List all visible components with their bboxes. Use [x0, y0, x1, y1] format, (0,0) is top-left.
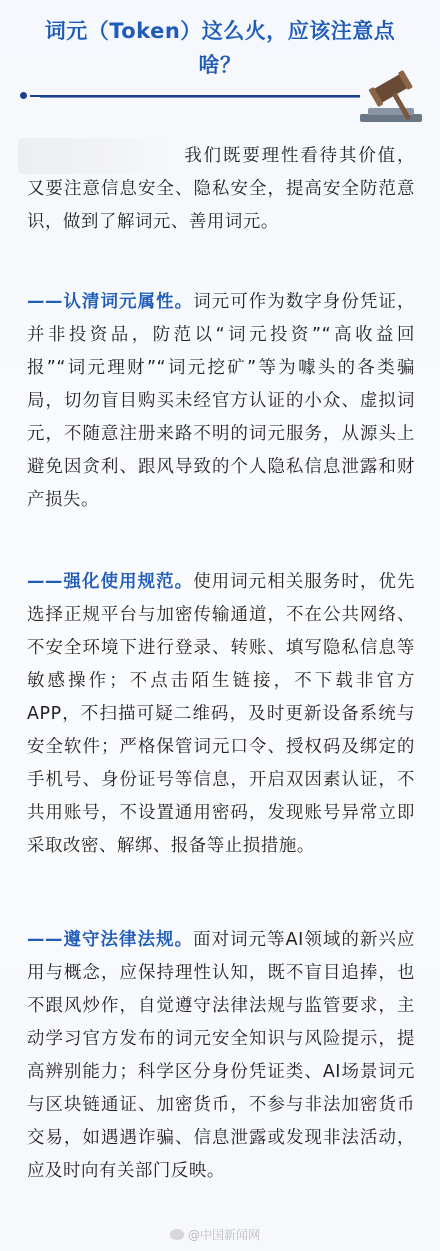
section-3-body: 面对词元等AI领域的新兴应用与概念，应保持理性认知，既不盲目追捧，也不跟风炒作，自觉遵守法律法规与监管要求，主动学习官方发布的词元安全知识与风险提示，提高辨别能力；科学区分身份凭证类、AI场景词元与区块链通证、加密货币，不参与非法加密货币交易，如遇遇诈骗、信息泄露或发现非法活动，应及时向有关部门反映。 — [27, 930, 415, 1181]
section-1-lead: ——认清词元属性。 — [27, 292, 194, 312]
watermark-text: @中国新闻网 — [188, 1228, 261, 1242]
section-2 — [27, 566, 415, 863]
watermark — [170, 1226, 260, 1243]
section-3-lead: ——遵守法律法规。 — [27, 930, 194, 950]
divider-line-thin — [40, 97, 360, 98]
section-2-body: 使用词元相关服务时，优先选择正规平台与加密传输通道，不在公共网络、不安全环境下进行登录、转账、填写隐私信息等敏感操作；不点击陌生链接，不下载非官方APP，不扫描可疑二维码，及时更新设备系统与安全软件；严格保管词元口令、授权码及绑定的手机号、身份证号等信息，开启双因素认证，不共用账号，不设置通用密码，发现账号异常立即采取改密、解绑、报备等止损措施。 — [27, 572, 416, 856]
intro-paragraph — [27, 140, 415, 239]
section-1 — [27, 286, 415, 517]
section-1-body: 词元可作为数字身份凭证，并非投资品，防范以“词元投资”“高收益回报”“词元理财”“词元挖矿”等为噱头的各类骗局，切勿盲目购买未经官方认证的小众、虚拟词元，不随意注册来路不明的词元服务，从源头上避免因贪利、跟风导致的个人隐私信息泄露和财产损失。 — [27, 292, 416, 510]
weibo-icon — [170, 1229, 184, 1240]
article-title: 词元（Token）这么火，应该注意点啥？ — [44, 19, 396, 77]
section-3 — [27, 924, 415, 1188]
intro-text: 我们既要理性看待其价值，又要注意信息安全、隐私安全，提高安全防范意识，做到了解词元、善用词元。 — [27, 146, 415, 232]
gavel-icon — [350, 64, 440, 126]
divider-dot — [20, 92, 27, 99]
section-2-lead: ——强化使用规范。 — [27, 572, 194, 592]
title-divider — [20, 92, 360, 100]
